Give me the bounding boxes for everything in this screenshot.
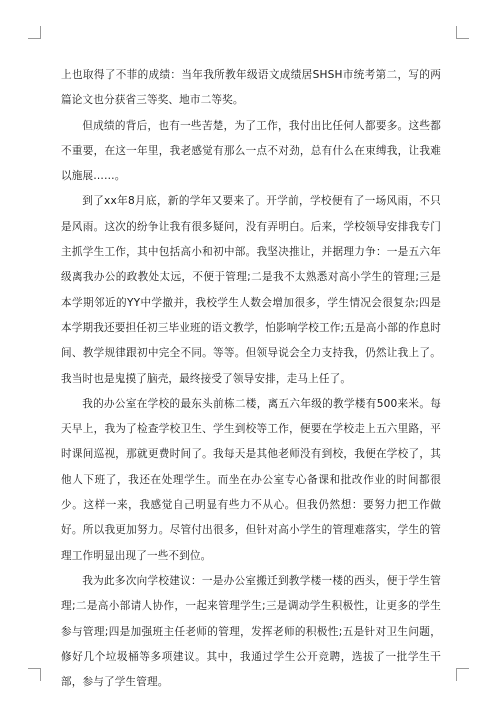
crop-mark-top-right bbox=[456, 26, 469, 39]
body-text bbox=[61, 63, 441, 695]
crop-mark-top-left bbox=[28, 26, 41, 39]
paragraph: 到了xx年8月底，新的学年又要来了。开学前，学校便有了一场风雨，不只是风雨。这次的纷争让我有很多疑问，没有弄明白。后来，学校领导安排我专门主抓学生工作，其中包括高小和初中部。我坚决推让，并据理力争：一是五六年级离我办公的政教处太远，不便于管理;二是我不太熟悉对高小学生的管理;三是本学期邻近的YY中学撤并，我校学生人数会增加很多，学生情况会很复杂;四是本学期我还要担任初三毕业班的语文教学，怕影响学校工作;五是高小部的作息时间、教学规律跟初中完全不同。等等。但领导说会全力支持我，仍然让我上了。我当时也是鬼摸了脑壳，最终接受了领导安排，走马上任了。 bbox=[61, 195, 441, 385]
paragraph: 我的办公室在学校的最东头前栋二楼，离五六年级的教学楼有500来米。每天早上，我为了检查学校卫生、学生到校等工作，便要在学校走上五六里路，平时课间巡视，那就更费时间了。我每天是其他老师没有到校，我便在学校了，其他人下班了，我还在处理学生。而坐在办公室专心备课和批改作业的时间都很少。这样一来，我感觉自己明显有些力不从心。但我仍然想：要努力把工作做好。所以我更加努力。尽管付出很多，但针对高小学生的管理难落实，学生的管理工作明显出现了一些不到位。 bbox=[61, 397, 441, 562]
paragraph: 上也取得了不菲的成绩：当年我所教年级语文成绩居SHSH市统考第二，写的两篇论文也分获省三等奖、地市二等奖。 bbox=[61, 69, 441, 107]
crop-mark-bottom-left bbox=[28, 668, 41, 681]
paragraph: 但成绩的背后，也有一些苦楚，为了工作，我付出比任何人都要多。这些都不重要，在这一年里，我老感觉有那么一点不对劲，总有什么在束缚我，让我难以施展……。 bbox=[61, 119, 441, 183]
paragraph: 我为此多次向学校建议：一是办公室搬迁到教学楼一楼的西头，便于学生管理;二是高小部请人协作，一起来管理学生;三是调动学生积极性，让更多的学生参与管理;四是加强班主任老师的管理，发挥老师的积极性;五是针对卫生问题，修好几个垃圾桶等多项建议。其中，我通过学生公开竞聘，选拔了一批学生干部，参与了学生管理。 bbox=[61, 574, 441, 689]
crop-mark-bottom-right bbox=[456, 668, 469, 681]
